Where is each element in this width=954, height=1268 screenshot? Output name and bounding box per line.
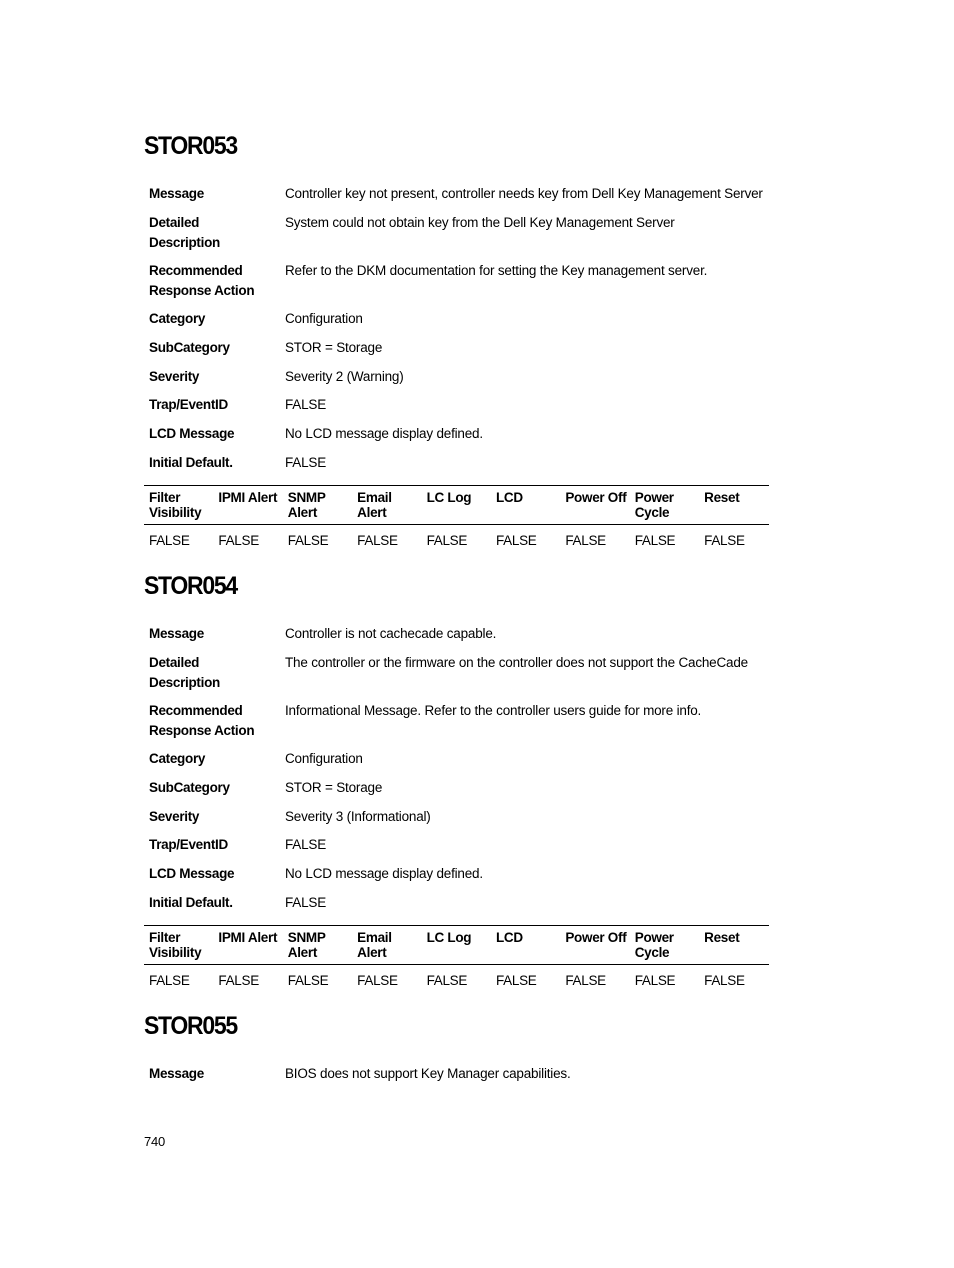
detail-value: Informational Message. Refer to the controller users guide for more info. [285, 703, 702, 718]
detail-value: STOR = Storage [285, 780, 383, 795]
detail-row-lcd-message [149, 864, 769, 893]
detail-row-trap-eventid [149, 835, 769, 864]
detail-row-severity [149, 807, 769, 835]
detail-key: Severity [149, 809, 200, 824]
column-header: Email Alert [357, 930, 392, 960]
column-header: LCD [495, 490, 523, 505]
detail-row-category [149, 749, 769, 778]
detail-value: Refer to the DKM documentation for setting the Key management server. [285, 263, 708, 278]
section-title-stor053: STOR053 [144, 132, 237, 160]
column-header: Filter Visibility [149, 930, 202, 960]
detail-row-message [149, 184, 769, 213]
detail-key: LCD Message [149, 426, 235, 441]
detail-key: Initial Default. [149, 455, 233, 470]
detail-key: Message [149, 626, 204, 641]
table-cell: FALSE [218, 533, 259, 548]
detail-key: Category [149, 751, 206, 766]
column-header: LCD [495, 930, 523, 945]
column-header: SNMP Alert [287, 490, 326, 520]
column-header: Reset [704, 930, 740, 945]
table-cell: FALSE [357, 533, 398, 548]
column-header: LC Log [426, 930, 472, 945]
table-cell: FALSE [565, 973, 606, 988]
column-header: Reset [704, 490, 740, 505]
detail-key: Message [149, 186, 204, 201]
detail-value: The controller or the firmware on the controller does not support the CacheCade [285, 655, 748, 670]
column-header: Power Cycle [634, 930, 674, 960]
filter-table-row [144, 525, 769, 555]
table-cell: FALSE [634, 533, 676, 548]
detail-value: Configuration [285, 751, 363, 766]
table-cell: FALSE [495, 533, 537, 548]
event-details-stor054 [149, 624, 769, 917]
detail-value: No LCD message display defined. [285, 426, 483, 441]
detail-row-subcategory [149, 778, 769, 807]
detail-value: Controller is not cachecade capable. [285, 626, 497, 641]
page-number: 740 [144, 1134, 166, 1149]
detail-key: Trap/EventID [149, 837, 228, 852]
detail-row-initial-default [149, 453, 769, 477]
table-cell: FALSE [495, 973, 537, 988]
detail-key: Message [149, 1066, 204, 1081]
detail-value: Controller key not present, controller needs key from Dell Key Management Server [285, 186, 763, 201]
column-header: LC Log [426, 490, 472, 505]
detail-key: LCD Message [149, 866, 235, 881]
detail-row-message [149, 624, 769, 653]
detail-row-recommended-action [149, 701, 769, 749]
column-header: Email Alert [357, 490, 392, 520]
detail-value: STOR = Storage [285, 340, 383, 355]
detail-key: Initial Default. [149, 895, 233, 910]
filter-table-stor054 [144, 925, 769, 995]
detail-row-subcategory [149, 338, 769, 367]
detail-value: BIOS does not support Key Manager capabilities. [285, 1066, 571, 1081]
detail-row-trap-eventid [149, 395, 769, 424]
detail-key: Recommended Response Action [149, 263, 255, 298]
table-cell: FALSE [287, 973, 329, 988]
filter-table-header [144, 486, 769, 525]
table-cell: FALSE [565, 533, 606, 548]
detail-key: SubCategory [149, 340, 230, 355]
table-cell: FALSE [149, 973, 190, 988]
filter-table-header [144, 926, 769, 965]
detail-key: Detailed Description [149, 655, 220, 690]
table-cell: FALSE [704, 973, 745, 988]
detail-row-lcd-message [149, 424, 769, 453]
table-cell: FALSE [287, 533, 329, 548]
detail-key: Recommended Response Action [149, 703, 255, 738]
column-header: Filter Visibility [149, 490, 202, 520]
event-details-stor053 [149, 184, 769, 477]
detail-key: Severity [149, 369, 200, 384]
detail-row-detailed-description [149, 653, 769, 701]
detail-key: Detailed Description [149, 215, 220, 250]
table-cell: FALSE [426, 533, 468, 548]
table-cell: FALSE [149, 533, 190, 548]
table-cell: FALSE [218, 973, 259, 988]
section-title-stor055: STOR055 [144, 1012, 237, 1040]
detail-key: Category [149, 311, 206, 326]
detail-row-detailed-description [149, 213, 769, 261]
column-header: Power Cycle [634, 490, 674, 520]
detail-value: Severity 3 (Informational) [285, 809, 431, 824]
detail-row-initial-default [149, 893, 769, 917]
table-cell: FALSE [426, 973, 468, 988]
detail-row-category [149, 309, 769, 338]
detail-value: FALSE [285, 455, 327, 470]
detail-value: FALSE [285, 837, 327, 852]
detail-value: FALSE [285, 895, 327, 910]
table-cell: FALSE [357, 973, 398, 988]
detail-key: SubCategory [149, 780, 230, 795]
filter-table-stor053 [144, 485, 769, 555]
table-cell: FALSE [704, 533, 745, 548]
event-details-stor055 [149, 1064, 769, 1093]
detail-key: Trap/EventID [149, 397, 228, 412]
column-header: IPMI Alert [218, 930, 278, 945]
column-header: Power Off [565, 930, 627, 945]
detail-value: System could not obtain key from the Dell Key Management Server [285, 215, 675, 230]
filter-table-row [144, 965, 769, 995]
detail-value: No LCD message display defined. [285, 866, 483, 881]
column-header: SNMP Alert [287, 930, 326, 960]
column-header: Power Off [565, 490, 627, 505]
detail-row-message [149, 1064, 769, 1093]
detail-row-recommended-action [149, 261, 769, 309]
detail-value: Configuration [285, 311, 363, 326]
detail-value: FALSE [285, 397, 327, 412]
column-header: IPMI Alert [218, 490, 278, 505]
detail-row-severity [149, 367, 769, 395]
detail-value: Severity 2 (Warning) [285, 369, 404, 384]
section-title-stor054: STOR054 [144, 572, 237, 600]
table-cell: FALSE [634, 973, 676, 988]
